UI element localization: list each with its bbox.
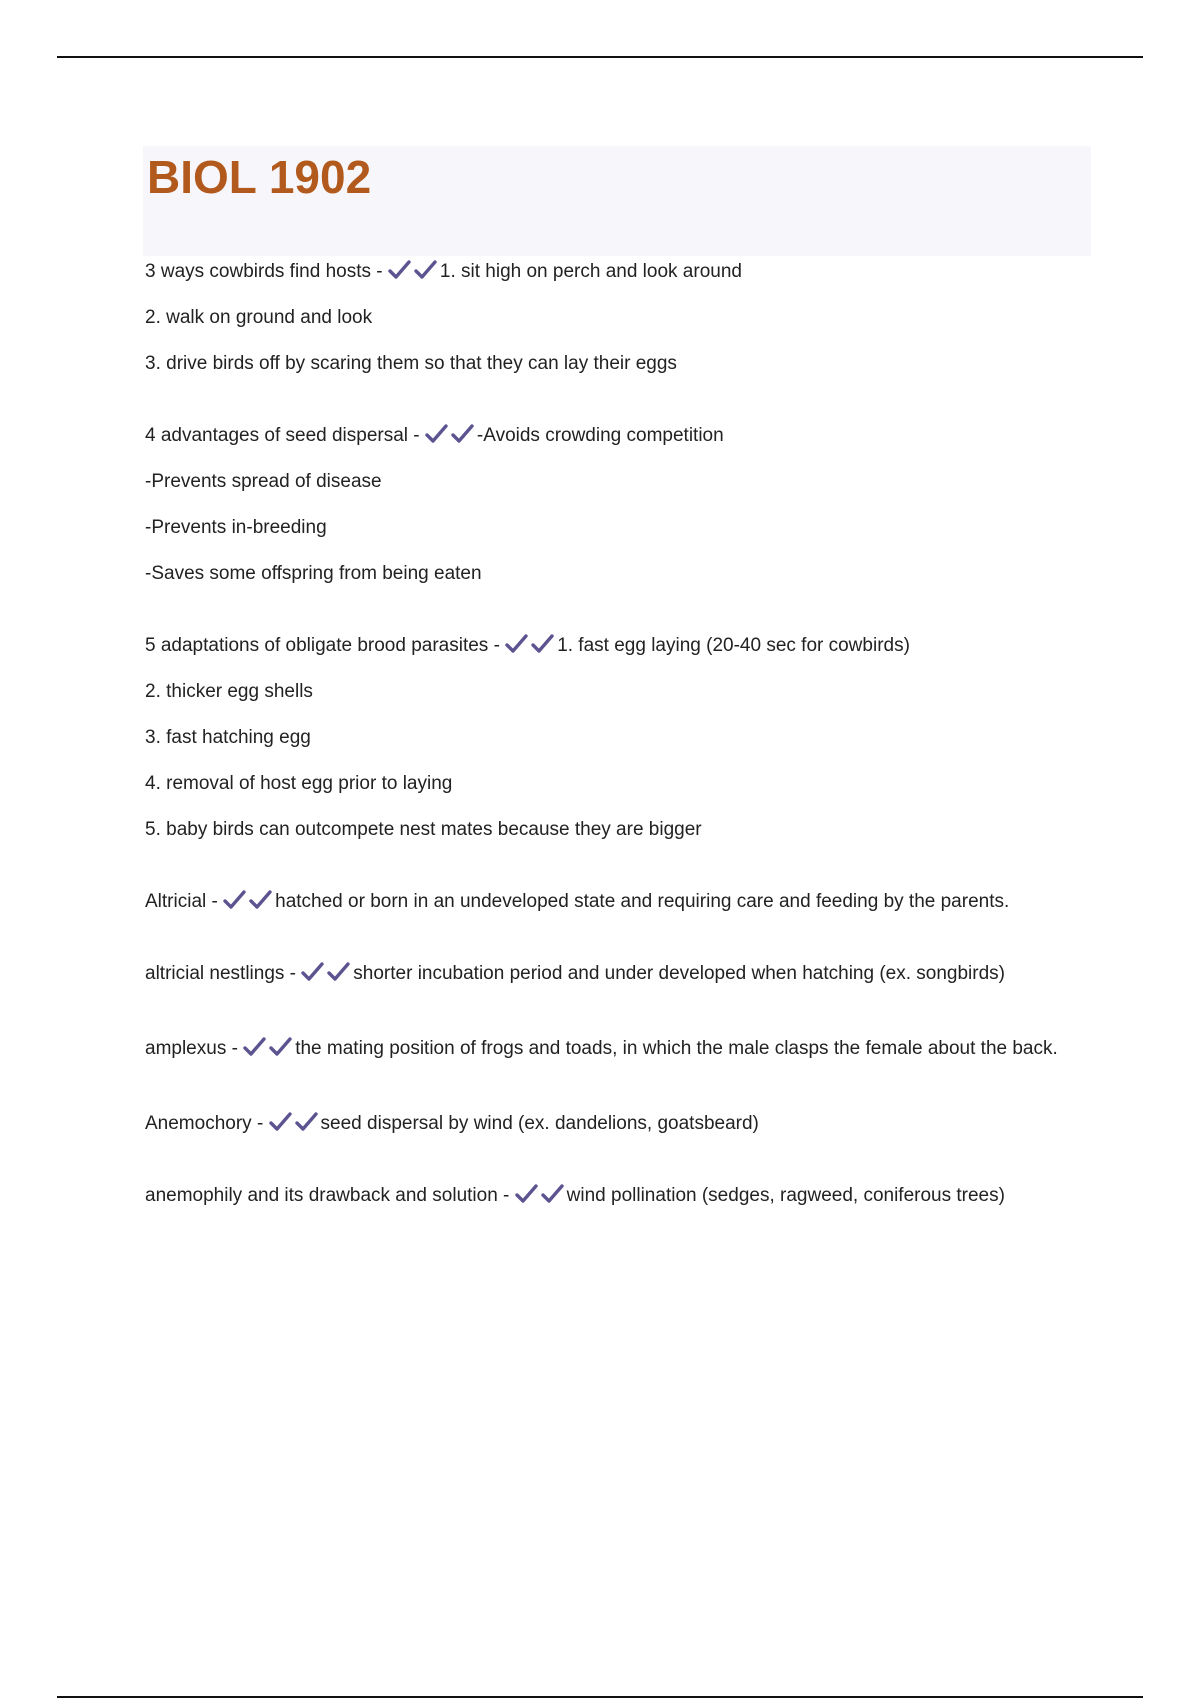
checkmark-icon: [541, 1184, 565, 1204]
flashcard-answer-line: 2. walk on ground and look: [145, 307, 373, 328]
title-band: [143, 146, 1091, 256]
flashcard-question-line: [145, 962, 1090, 986]
checkmark-icon: [243, 1037, 267, 1057]
flashcard: [145, 260, 1090, 376]
flashcard-answer: shorter incubation period and under developed when hatching (ex. songbirds): [353, 963, 1005, 984]
flashcard-question-line: [145, 1034, 1090, 1064]
flashcard-term: amplexus -: [145, 1038, 244, 1059]
flashcard: [145, 1112, 1090, 1136]
double-check-mark: [425, 425, 477, 446]
flashcard-answer: the mating position of frogs and toads, in which the male clasps the female about the back.: [295, 1038, 1058, 1059]
double-check-mark: [223, 891, 275, 912]
flashcard: [145, 634, 1090, 842]
checkmark-icon: [505, 634, 529, 654]
flashcard-answer: hatched or born in an undeveloped state and requiring care and feeding by the parents.: [275, 891, 1010, 912]
checkmark-icon: [223, 890, 247, 910]
flashcard-question-line: [145, 1112, 1090, 1136]
checkmark-icon: [515, 1184, 539, 1204]
flashcard-answer: seed dispersal by wind (ex. dandelions, goatsbeard): [320, 1113, 759, 1134]
checkmark-icon: [269, 1037, 293, 1057]
checkmark-icon: [295, 1112, 319, 1132]
flashcard-answer-line: 3. drive birds off by scaring them so that they can lay their eggs: [145, 353, 677, 374]
page-title: BIOL 1902: [147, 151, 372, 203]
flashcard-answer: wind pollination (sedges, ragweed, coniferous trees): [566, 1185, 1005, 1206]
flashcard-answer-line: 4. removal of host egg prior to laying: [145, 773, 453, 794]
double-check-mark: [505, 635, 557, 656]
flashcard: [145, 1184, 1090, 1208]
flashcard-question-line: [145, 424, 1090, 448]
flashcard: [145, 890, 1090, 914]
top-rule: [57, 56, 1143, 58]
checkmark-icon: [414, 260, 438, 280]
flashcard-question-line: [145, 260, 1090, 284]
checkmark-icon: [327, 962, 351, 982]
flashcard-question-line: [145, 890, 1090, 914]
checkmark-icon: [531, 634, 555, 654]
double-check-mark: [301, 963, 353, 984]
flashcard-answer: 1. fast egg laying (20-40 sec for cowbirds): [557, 635, 910, 656]
checkmark-icon: [269, 1112, 293, 1132]
flashcard: [145, 1034, 1090, 1064]
flashcard-term: 4 advantages of seed dispersal -: [145, 425, 425, 446]
double-check-mark: [269, 1113, 321, 1134]
flashcard: [145, 962, 1090, 986]
flashcard-term: anemophily and its drawback and solution -: [145, 1185, 515, 1206]
flashcard-answer-line: 2. thicker egg shells: [145, 681, 313, 702]
flashcard-term: 3 ways cowbirds find hosts -: [145, 261, 388, 282]
checkmark-icon: [301, 962, 325, 982]
flashcard-term: altricial nestlings -: [145, 963, 302, 984]
flashcard-term: 5 adaptations of obligate brood parasites -: [145, 635, 506, 656]
flashcard-answer-line: 5. baby birds can outcompete nest mates because they are bigger: [145, 819, 702, 840]
checkmark-icon: [388, 260, 412, 280]
bottom-rule: [57, 1696, 1143, 1698]
flashcard-question-line: [145, 634, 1090, 658]
double-check-mark: [388, 261, 440, 282]
flashcard-answer-line: 3. fast hatching egg: [145, 727, 311, 748]
double-check-mark: [243, 1038, 295, 1059]
flashcard: [145, 424, 1090, 586]
flashcard-term: Altricial -: [145, 891, 224, 912]
double-check-mark: [515, 1185, 567, 1206]
flashcard-answer: -Avoids crowding competition: [476, 425, 724, 446]
checkmark-icon: [451, 424, 475, 444]
checkmark-icon: [249, 890, 273, 910]
flashcard-question-line: [145, 1184, 1090, 1208]
flashcard-answer-line: -Saves some offspring from being eaten: [145, 563, 482, 584]
flashcard-answer-line: -Prevents spread of disease: [145, 471, 382, 492]
checkmark-icon: [425, 424, 449, 444]
flashcard-answer: 1. sit high on perch and look around: [439, 261, 742, 282]
flashcard-list: [145, 260, 1090, 1256]
flashcard-answer-line: -Prevents in-breeding: [145, 517, 327, 538]
flashcard-term: Anemochory -: [145, 1113, 269, 1134]
